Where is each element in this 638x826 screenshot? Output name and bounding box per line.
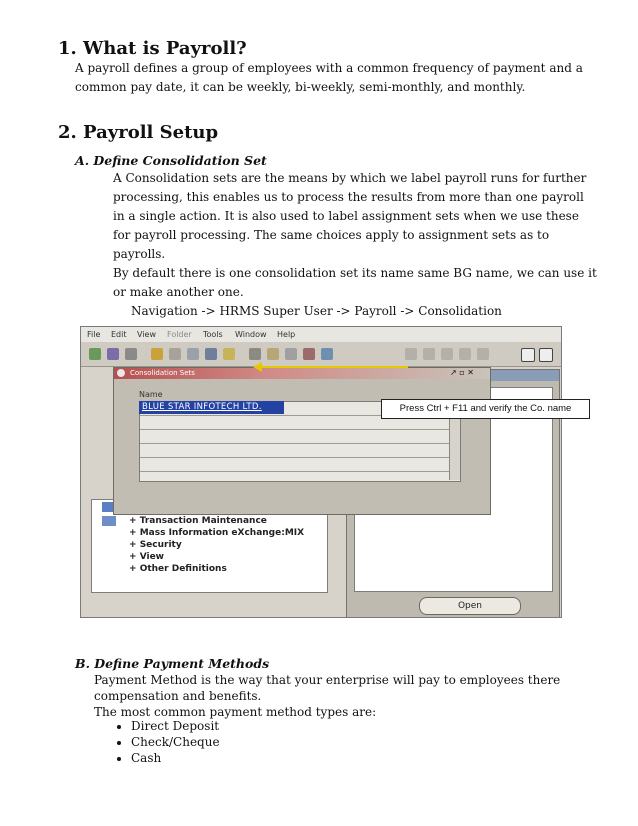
- section-1-heading: 1. What is Payroll?: [58, 38, 247, 59]
- find-icon[interactable]: [107, 348, 119, 360]
- menu-tools[interactable]: Tools: [203, 330, 223, 339]
- oracle-screenshot: [80, 326, 562, 618]
- help-book-icon[interactable]: [539, 348, 553, 362]
- grid-row[interactable]: [140, 430, 458, 444]
- window-menu-icon[interactable]: [117, 369, 125, 377]
- section-1-paragraph: [75, 59, 603, 97]
- para-line: By default there is one consolidation set its name same BG name, we can use it: [113, 266, 597, 280]
- para-line: Payment Method is the way that your enterprise will pay to employees there: [94, 673, 561, 687]
- navigator-item[interactable]: + Mass Information eXchange:MIX: [129, 528, 305, 538]
- menu-help[interactable]: Help: [277, 330, 296, 339]
- navigator-item[interactable]: + Other Definitions: [129, 564, 227, 574]
- list-item: • Cash: [131, 750, 220, 766]
- menu-view[interactable]: View: [137, 330, 156, 339]
- navigation-path: Navigation -> HRMS Super User -> Payroll -> Consolidation: [131, 304, 502, 318]
- new-icon[interactable]: [89, 348, 101, 360]
- section-2-heading: 2. Payroll Setup: [58, 122, 219, 143]
- list-item: • Check/Cheque: [131, 734, 220, 750]
- consolidation-sets-window: [113, 367, 491, 515]
- menu-window[interactable]: Window: [235, 330, 267, 339]
- para-line: common pay date, it can be weekly, bi-weekly, semi-monthly, and monthly.: [75, 80, 526, 94]
- edit-icon[interactable]: [303, 348, 315, 360]
- list-item: • Direct Deposit: [131, 718, 220, 734]
- menu-file[interactable]: File: [87, 330, 101, 339]
- clear-icon[interactable]: [267, 348, 279, 360]
- paste-icon[interactable]: [223, 348, 235, 360]
- print-icon[interactable]: [169, 348, 181, 360]
- para-line: A Consolidation sets are the means by which we label payroll runs for further: [113, 171, 587, 185]
- navigator-item[interactable]: + Transaction Maintenance: [129, 516, 267, 526]
- menu-folder[interactable]: Folder: [167, 330, 192, 339]
- attachments-icon[interactable]: [423, 348, 435, 360]
- para-line: A payroll defines a group of employees with a common frequency of payment and a: [75, 61, 583, 75]
- callout-arrow: [257, 366, 408, 368]
- window-title: Consolidation Sets: [130, 369, 195, 377]
- save-icon[interactable]: [151, 348, 163, 360]
- para-line: The most common payment method types are:: [94, 705, 377, 719]
- consolidation-name-field[interactable]: BLUE STAR INFOTECH LTD.: [139, 401, 284, 414]
- payment-methods-paragraph: [94, 672, 603, 720]
- para-line: processing, this enables us to process the results from more than one payroll: [113, 190, 584, 204]
- callout-arrowhead-icon: [253, 362, 262, 372]
- copy-icon[interactable]: [205, 348, 217, 360]
- consolidation-title-bar: [114, 368, 490, 379]
- para-line: compensation and benefits.: [94, 689, 262, 703]
- name-column-label: Name: [139, 390, 163, 399]
- subsection-b-heading: B. Define Payment Methods: [75, 656, 270, 671]
- translate-icon[interactable]: [405, 348, 417, 360]
- subsection-a-heading: A. Define Consolidation Set: [75, 153, 267, 168]
- window-help-icon[interactable]: [459, 348, 471, 360]
- close-form-icon[interactable]: [187, 348, 199, 360]
- para-line: or make another one.: [113, 285, 244, 299]
- zoom-icon[interactable]: [321, 348, 333, 360]
- para-line: in a single action. It is also used to label assignment sets when we use these: [113, 209, 579, 223]
- para-line: for payroll processing. The same choices apply to assignment sets as to: [113, 228, 550, 242]
- toolbar: [81, 342, 561, 367]
- para-line: payrolls.: [113, 247, 166, 261]
- consolidation-paragraph: [113, 169, 603, 302]
- menu-bar: [81, 327, 561, 342]
- grid-row[interactable]: [140, 458, 458, 472]
- delete-icon[interactable]: [285, 348, 297, 360]
- collapse-all-icon[interactable]: [102, 516, 116, 526]
- preferences-icon[interactable]: [477, 348, 489, 360]
- open-button[interactable]: Open: [419, 597, 521, 615]
- navigator-item[interactable]: + Security: [129, 540, 182, 550]
- navigator-item[interactable]: + View: [129, 552, 164, 562]
- cut-icon[interactable]: [249, 348, 261, 360]
- folder-tools-icon[interactable]: [441, 348, 453, 360]
- payment-method-list: [111, 718, 220, 766]
- layout-icon[interactable]: [521, 348, 535, 362]
- navigator-icon[interactable]: [125, 348, 137, 360]
- window-controls-icon[interactable]: ↗ ▫ ✕: [450, 368, 474, 377]
- menu-edit[interactable]: Edit: [111, 330, 127, 339]
- grid-row[interactable]: [140, 444, 458, 458]
- callout-box: Press Ctrl + F11 and verify the Co. name: [381, 399, 590, 419]
